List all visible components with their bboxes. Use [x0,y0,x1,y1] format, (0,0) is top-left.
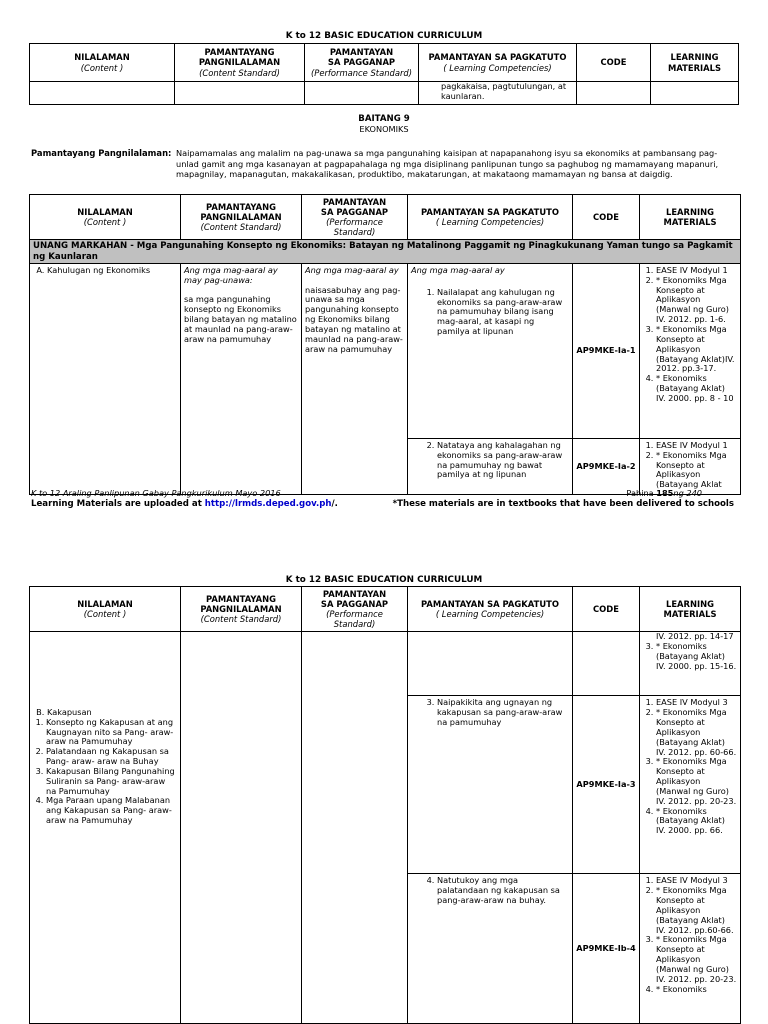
cell [305,82,419,105]
top-continuation: pagkakaisa, pagtutulungan, at kaunlaran. [419,82,577,105]
header-table-top [29,43,739,105]
content-standard-label: Pamantayang Pangnilalaman: [31,148,172,158]
row1-materials [640,263,741,438]
footer-uploaded: Learning Materials are uploaded at http://lrmds.deped.gov.ph/. [31,499,338,509]
row4-competency [408,874,573,1024]
content-standard-text: Naipamamalas ang malalim na pag-unawa sa mga pangunahing kaisipan at napapanahong isyu sa ekonomiks at pambansang pag-unlad gamit ang mga kasanayan at pagpapahalaga ng mga disiplinang panlipunan tungo sa paghubog ng mamamayang mapanuri, mapagnilay, mapanagutan, makakalikasan, produktibo, makatarungan, at makataong mamamayan ng bansa at daigdig. [176,148,719,180]
list-item: 3. * Ekonomiks (Batayang Aklat) IV. 2000. pp. 15-16. [656,642,737,672]
row1-competency: Ang mga mag-aaral ay 1. Nailalapat ang kahulugan ng ekonomiks sa pang-araw-araw na pamumuhay bilang isang mag-aaral, at kasapi ng pamilya at lipunan [408,263,573,438]
cell [175,82,305,105]
row3-code: AP9MKE-Ia-3 [573,696,640,874]
list-item: 4. Natutukoy ang mga palatandaan ng kakapusan sa pang-araw-araw na buhay. [437,876,569,906]
doc-title-2: K to 12 BASIC EDUCATION CURRICULUM [285,575,483,585]
col-pagkatuto: PAMANTAYAN SA PAGKATUTO ( Learning Competencies) [408,587,573,632]
footer-note: *These materials are in textbooks that have been delivered to schools [392,499,734,509]
row2-competency [408,438,573,494]
col-pagganap: PAMANTAYAN SA PAGGANAP (Performance Standard) [302,195,408,240]
col-pagganap: PAMANTAYAN SA PAGGANAP (Performance Standard) [305,44,419,82]
col-pangnilalaman: PAMANTAYANG PANGNILALAMAN (Content Standard) [181,195,302,240]
doc-title: K to 12 BASIC EDUCATION CURRICULUM [285,31,483,41]
col-nilalaman: NILALAMAN (Content ) [30,195,181,240]
row3-materials [640,696,741,874]
list-item: 1. Nailalapat ang kahulugan ng ekonomiks sa pang-araw-araw na pamumuhay bilang isang mag-aaral, at kasapi ng pamilya at lipunan [437,288,569,337]
page-number: Pahina 185ng 240 [626,488,702,498]
cont-materials: IV. 2012. pp. 14-17 3. * Ekonomiks (Batayang Aklat) IV. 2000. pp. 15-16. [640,632,741,696]
cell [30,82,175,105]
row3-competency [408,696,573,874]
col-nilalaman: NILALAMAN (Content ) [30,587,181,632]
list-item: 1. Konsepto ng Kakapusan at ang Kaugnayan nito sa Pang- araw- araw na Pamumuhay [46,718,177,748]
list-item: 2. * Ekonomiks Mga Konsepto at Aplikasyon (Batayang Aklat) IV. 2012. pp. 60-66. [656,708,737,757]
list-item: 3. * Ekonomiks Mga Konsepto at Aplikasyon (Manwal ng Guro) IV. 2012. pp. 20-23. [656,757,737,806]
curriculum-table-2 [29,586,741,1024]
cell [302,632,408,1024]
list-item: 1. EASE IV Modyul 1 [656,441,737,451]
cell [577,82,651,105]
list-item: 4. Mga Paraan upang Malabanan ang Kakapusan sa Pang- araw- araw na Pamumuhay [46,796,177,826]
list-item: 2. * Ekonomiks Mga Konsepto at Aplikasyon (Batayang Aklat [656,451,737,490]
row1-code: AP9MKE-Ia-1 [573,263,640,438]
row1-performance-standard: Ang mga mag-aaral ay naisasabuhay ang pag-unawa sa mga pangunahing konsepto ng Ekonomiks bilang batayan ng matalino at maunlad na pang-araw-araw na pamumuhay [302,263,408,494]
grade-subject: EKONOMIKS [359,124,409,134]
col-pagkatuto: PAMANTAYAN SA PAGKATUTO ( Learning Competencies) [408,195,573,240]
col-pangnilalaman: PAMANTAYANG PANGNILALAMAN (Content Standard) [181,587,302,632]
list-item: 2. * Ekonomiks Mga Konsepto at Aplikasyon (Batayang Aklat) IV. 2012. pp.60-66. [656,886,737,935]
row1-content [30,263,181,494]
list-item: 2. * Ekonomiks Mga Konsepto at Aplikasyon (Manwal ng Guro) IV. 2012. pp. 1-6. [656,276,737,325]
list-item: A. Kahulugan ng Ekonomiks [47,266,177,276]
col-materials: LEARNING MATERIALS [640,195,741,240]
col-pagganap: PAMANTAYAN SA PAGGANAP (Performance Standard) [302,587,408,632]
list-item: 4. * Ekonomiks (Batayang Aklat) IV. 2000. pp. 8 - 10 [656,374,737,404]
list-item: 2. Palatandaan ng Kakapusan sa Pang- araw- araw na Buhay [46,747,177,767]
row2-code: AP9MKE-Ia-2 [573,438,640,494]
list-item: 1. EASE IV Modyul 3 [656,698,737,708]
quarter-heading: UNANG MARKAHAN - Mga Pangunahing Konsepto ng Ekonomiks: Batayan ng Matalinong Paggamit ng Pinagkukunang Yaman tungo sa Pagkamit ng Kaunlaran [30,240,741,264]
col-code: CODE [573,587,640,632]
list-item: 3. * Ekonomiks Mga Konsepto at Aplikasyon (Manwal ng Guro) IV. 2012. pp. 20-23. [656,935,737,984]
row3-content [30,696,181,1024]
list-item: B. Kakapusan [47,708,177,718]
col-materials: LEARNING MATERIALS [651,44,739,82]
cell [408,632,573,696]
col-nilalaman: NILALAMAN (Content ) [30,44,175,82]
list-item: 1. EASE IV Modyul 3 [656,876,737,886]
list-item: 3. Naipakikita ang ugnayan ng kakapusan sa pang-araw-araw na pamumuhay [437,698,569,728]
row2-materials [640,438,741,494]
cell [651,82,739,105]
cell [181,632,302,1024]
list-item: 1. EASE IV Modyul 1 [656,266,737,276]
row1-content-standard: Ang mga mag-aaral ay may pag-unawa: sa mga pangunahing konsepto ng Ekonomiks bilang batayan ng matalino at maunlad na pang-araw-araw na pamumuhay [181,263,302,494]
list-item: 4. * Ekonomiks [656,985,737,995]
list-item: 3. * Ekonomiks Mga Konsepto at Aplikasyon (Batayang Aklat)IV. 2012. pp.3-17. [656,325,737,374]
col-pangnilalaman: PAMANTAYANG PANGNILALAMAN (Content Standard) [175,44,305,82]
col-pagkatuto: PAMANTAYAN SA PAGKATUTO ( Learning Competencies) [419,44,577,82]
list-item: 2. Natataya ang kahalagahan ng ekonomiks sa pang-araw-araw na pamumuhay ng bawat pamilya at ng lipunan [437,441,569,480]
list-item: 3. Kakapusan Bilang Pangunahing Suliranin sa Pang- araw-araw na Pamumuhay [46,767,177,797]
row4-materials [640,874,741,1024]
col-code: CODE [573,195,640,240]
lrmds-link[interactable]: http://lrmds.deped.gov.ph [204,499,332,509]
cell [30,632,181,696]
col-materials: LEARNING MATERIALS [640,587,741,632]
col-code: CODE [577,44,651,82]
cell [573,632,640,696]
curriculum-table-1 [29,194,741,495]
list-item: 4. * Ekonomiks (Batayang Aklat) IV. 2000. pp. 66. [656,807,737,837]
row4-code: AP9MKE-Ib-4 [573,874,640,1024]
footer-left: K to 12 Araling Panlipunan Gabay Pangkurikulum Mayo 2016 [31,488,281,498]
grade-title: BAITANG 9 [358,114,410,124]
